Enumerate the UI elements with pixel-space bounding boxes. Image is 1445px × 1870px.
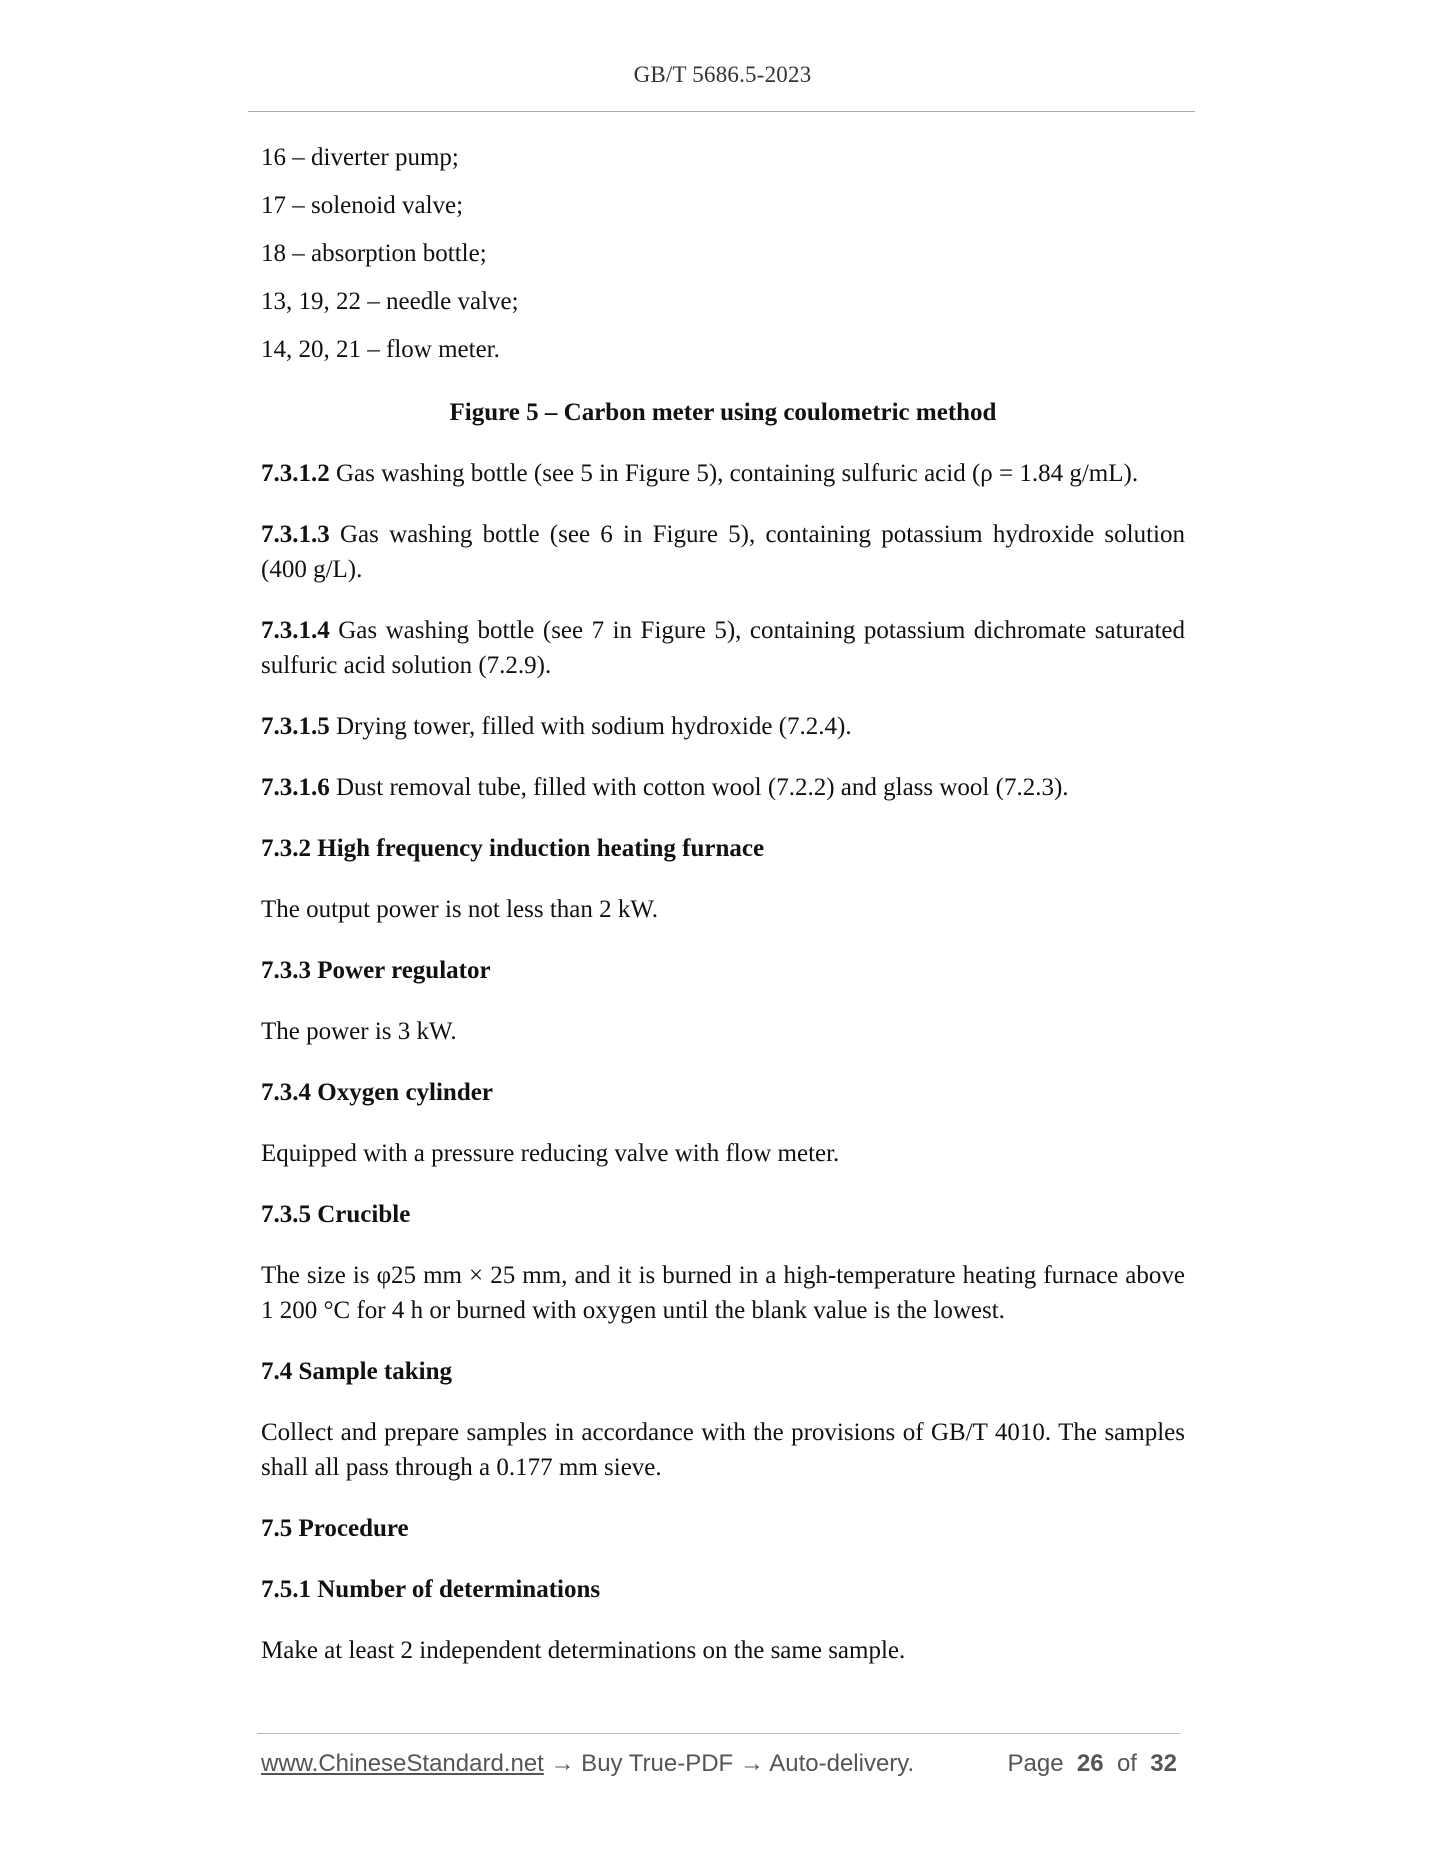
clause-number: 7.3.1.3 xyxy=(261,521,330,548)
page-indicator xyxy=(1007,1750,1177,1778)
clause-text: Gas washing bottle (see 5 in Figure 5), containing sulfuric acid (ρ = 1.84 g/mL). xyxy=(329,460,1139,487)
of-label: of xyxy=(1116,1750,1137,1777)
clause-text: Drying tower, filled with sodium hydroxide (7.2.4). xyxy=(329,713,852,740)
header-divider xyxy=(248,111,1195,112)
clause-text: Dust removal tube, filled with cotton wool (7.2.2) and glass wool (7.2.3). xyxy=(329,774,1069,801)
paragraph-7-4: Collect and prepare samples in accordance with the provisions of GB/T 4010. The samples shall all pass through a 0.177 mm sieve. xyxy=(261,1419,1185,1481)
legend-item: 14, 20, 21 – flow meter. xyxy=(261,336,500,363)
total-pages: 32 xyxy=(1150,1750,1177,1777)
paragraph-7-5-1: Make at least 2 independent determinations on the same sample. xyxy=(261,1637,906,1664)
paragraph-7-3-5: The size is φ25 mm × 25 mm, and it is burned in a high-temperature heating furnace above 1 200 °C for 4 h or burned with oxygen until the blank value is the lowest. xyxy=(261,1262,1185,1324)
legend-item: 13, 19, 22 – needle valve; xyxy=(261,288,519,315)
page-content xyxy=(261,140,1185,1694)
clause-7-3-1-5 xyxy=(261,709,1185,744)
clause-7-3-1-6 xyxy=(261,770,1185,805)
heading-7-3-2: 7.3.2 High frequency induction heating furnace xyxy=(261,835,765,862)
paragraph-7-3-4: Equipped with a pressure reducing valve with flow meter. xyxy=(261,1140,840,1167)
clause-7-3-1-2 xyxy=(261,456,1185,491)
figure-title: Figure 5 – Carbon meter using coulometric method xyxy=(449,399,997,426)
heading-7-3-3: 7.3.3 Power regulator xyxy=(261,957,491,984)
clause-7-3-1-3 xyxy=(261,517,1185,587)
clause-number: 7.3.1.2 xyxy=(261,460,330,487)
footer-divider xyxy=(257,1733,1180,1734)
current-page: 26 xyxy=(1076,1750,1104,1777)
figure-legend xyxy=(261,140,1185,367)
heading-7-5: 7.5 Procedure xyxy=(261,1515,409,1542)
document-header: GB/T 5686.5-2023 xyxy=(633,62,812,87)
heading-7-4: 7.4 Sample taking xyxy=(261,1358,453,1385)
clause-text: Gas washing bottle (see 6 in Figure 5), containing potassium hydroxide solution (400 g/L). xyxy=(261,521,1185,583)
website-link[interactable]: www.ChineseStandard.net xyxy=(261,1750,544,1777)
clause-number: 7.3.1.5 xyxy=(261,713,330,740)
page-footer xyxy=(261,1750,1181,1786)
heading-7-3-4: 7.3.4 Oxygen cylinder xyxy=(261,1079,493,1106)
legend-item: 18 – absorption bottle; xyxy=(261,240,487,267)
clause-number: 7.3.1.6 xyxy=(261,774,330,801)
clause-text: Gas washing bottle (see 7 in Figure 5), containing potassium dichromate saturated sulfuric acid solution (7.2.9). xyxy=(261,617,1185,679)
paragraph-7-3-2: The output power is not less than 2 kW. xyxy=(261,896,658,923)
legend-item: 16 – diverter pump; xyxy=(261,144,459,171)
clause-number: 7.3.1.4 xyxy=(261,617,330,644)
clause-7-3-1-4 xyxy=(261,613,1185,683)
heading-7-5-1: 7.5.1 Number of determinations xyxy=(261,1576,601,1603)
legend-item: 17 – solenoid valve; xyxy=(261,192,464,219)
paragraph-7-3-3: The power is 3 kW. xyxy=(261,1018,457,1045)
footer-promo xyxy=(261,1750,914,1778)
heading-7-3-5: 7.3.5 Crucible xyxy=(261,1201,411,1228)
page-label: Page xyxy=(1007,1750,1064,1777)
footer-promo-text: → Buy True-PDF → Auto-delivery. xyxy=(543,1750,915,1777)
